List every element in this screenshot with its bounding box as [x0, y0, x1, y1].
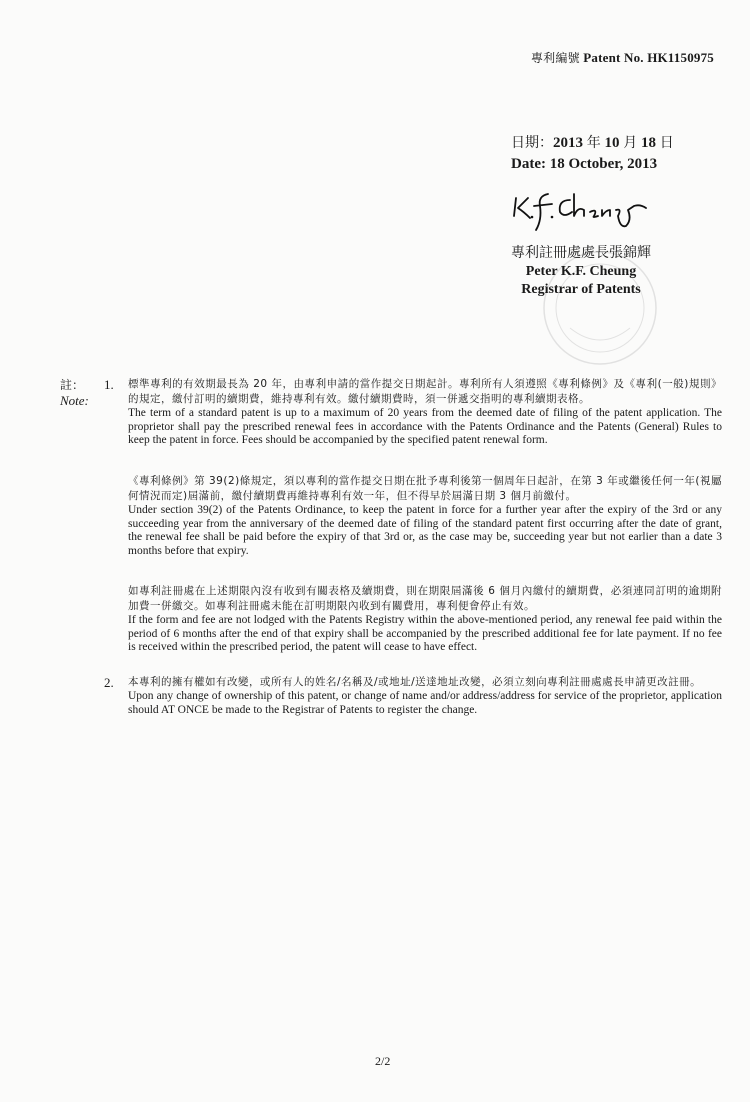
registrar-title: Registrar of Patents [521, 282, 641, 297]
date-month: 10 [604, 135, 620, 151]
page-number: 2/2 [375, 1054, 391, 1068]
patent-number-label-en: Patent No. [583, 50, 644, 65]
date-day: 18 [641, 135, 656, 151]
date-label-zh: 日期： [511, 135, 553, 151]
note-number: 1. [104, 377, 114, 392]
issue-date-zh [511, 132, 674, 154]
registrar-name: Peter K.F. Cheung [525, 264, 637, 279]
note-body [128, 584, 722, 655]
note-paragraph-en: If the form and fee are not lodged with the Patents Registry within the above-mentioned period, any renewal fee paid within the period of 6 months after the end of that expiry shall be accompanied by the prescribed additional fee for late payment. If no fee is received within the prescribed period, the patent will cease to have effect. [128, 614, 722, 653]
note-number: 2. [104, 675, 114, 690]
issue-date-en: Date: 18 October, 2013 [511, 156, 658, 172]
issue-date [511, 132, 674, 174]
patent-number-label-zh: 專利編號 [530, 51, 580, 65]
note-paragraph-zh: 《專利條例》第 39(2)條規定，須以專利的當作提交日期在批予專利後第一個周年日起計，在第 3 年或繼後任何一年(視屬何情況而定)屆滿前，繳付續期費再維持專利有效一年，但不得早於屆滿日期 3 個月前繳付。 [128, 475, 722, 502]
note-label [60, 377, 89, 409]
note-body [128, 474, 722, 558]
note-body [128, 377, 722, 448]
note-paragraph-en: Under section 39(2) of the Patents Ordinance, to keep the patent in force for a further year after the expiry of the 3rd or any succeeding year from the anniversary of the deemed date of filing of the standard patent first occurring after the date of grant, the renewal fee shall be paid before the expiry of that 3rd or, as the case may be, succeeding year but not earlier than a date 3 months before that expiry. [128, 504, 722, 557]
registrar-title-zh: 專利註冊處處長張錦輝 [511, 245, 651, 261]
note-label-en: Note: [60, 393, 89, 408]
registrar-signature [508, 186, 658, 234]
date-month-char: 月 [623, 135, 638, 151]
note-paragraph-zh: 本專利的擁有權如有改變，或所有人的姓名/名稱及/或地址/送達地址改變，必須立刻向專利註冊處處長申請更改註冊。 [128, 676, 702, 688]
note-body [128, 675, 722, 717]
patent-number-value: HK1150975 [647, 50, 714, 65]
note-paragraph-en: The term of a standard patent is up to a maximum of 20 years from the deemed date of filing of the patent application. The proprietor shall pay the prescribed renewal fees in accordance with the Patents Ordinance and the Patents (General) Rules to keep the patent in force. Fees should be accompanied by the specified patent renewal form. [128, 407, 722, 446]
note-paragraph-en: Upon any change of ownership of this patent, or change of name and/or address/address for service of the proprietor, application should AT ONCE be made to the Registrar of Patents to register the change. [128, 690, 722, 716]
patent-number [531, 49, 714, 66]
note-paragraph-zh: 標準專利的有效期最長為 20 年，由專利申請的當作提交日期起計。專利所有人須遵照《專利條例》及《專利(一般)規則》的規定，繳付訂明的續期費，維持專利有效。繳付續期費時，須一併遞交指明的專利續期表格。 [128, 378, 722, 405]
note-label-zh: 註： [60, 378, 85, 392]
date-year: 2013 [553, 135, 583, 151]
date-year-char: 年 [586, 135, 601, 151]
registrar-block [486, 243, 676, 299]
note-paragraph-zh: 如專利註冊處在上述期限內沒有收到有關表格及續期費，則在期限屆滿後 6 個月內繳付的續期費，必須連同訂明的逾期附加費一併繳交。如專利註冊處未能在訂明期限內收到有關費用，專利便會停止有效。 [128, 585, 722, 612]
date-day-char: 日 [659, 135, 674, 151]
